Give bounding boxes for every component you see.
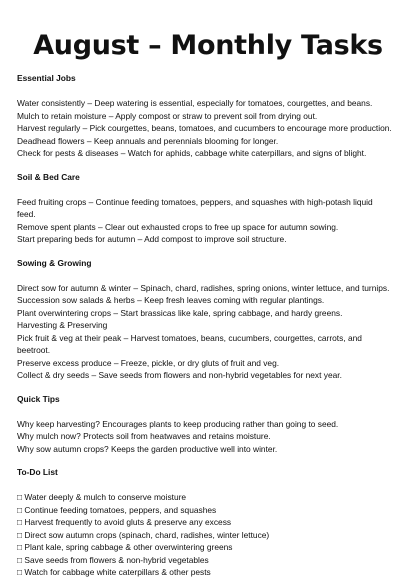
section-heading: Quick Tips [17, 393, 60, 404]
todo-item: □ Water deeply & mulch to conserve moisture [17, 492, 187, 502]
text-line: Deadhead flowers – Keep annuals and perennials blooming for longer. [17, 135, 279, 146]
text-line: Check for pests & diseases – Watch for aphids, cabbage white caterpillars, and signs of blight. [17, 148, 367, 158]
todo-list-section [17, 466, 399, 579]
text-line: Plant overwintering crops – Start brassicas like kale, spring cabbage, and hardy greens. [17, 307, 343, 318]
section-heading: Essential Jobs [17, 73, 76, 83]
text-line: beetroot. [17, 345, 51, 355]
text-line: Direct sow for autumn & winter – Spinach, chard, radishes, spring onions, winter lettuce, and turnips. [17, 282, 390, 293]
text-line: Preserve excess produce – Freeze, pickle, or dry gluts of fruit and veg. [17, 357, 280, 368]
text-line: Succession sow salads & herbs – Keep fresh leaves coming with regular plantings. [17, 295, 325, 305]
text-line: Remove spent plants – Clear out exhausted crops to free up space for autumn sowing. [17, 221, 339, 232]
section-heading: Soil & Bed Care [17, 171, 80, 182]
section-heading: To-Do List [17, 467, 58, 477]
text-line: Collect & dry seeds – Save seeds from flowers and non-hybrid vegetables for next year. [17, 370, 342, 380]
text-line: Why keep harvesting? Encourages plants to keep producing rather than going to seed. [17, 418, 339, 429]
page-title: August – Monthly Tasks [33, 30, 383, 61]
text-line: Harvest regularly – Pick courgettes, beans, tomatoes, and cucumbers to encourage more production. [17, 123, 392, 133]
soil-bed-care-section [17, 171, 399, 246]
text-line: Why mulch now? Protects soil from heatwaves and retains moisture. [17, 431, 271, 441]
text-line: Harvesting & Preserving [17, 320, 108, 330]
text-line: Feed fruiting crops – Continue feeding tomatoes, peppers, and squashes with high-potash liquid [17, 196, 373, 207]
text-line: Start preparing beds for autumn – Add compost to improve soil structure. [17, 234, 287, 244]
text-line: feed. [17, 209, 36, 219]
todo-item: □ Continue feeding tomatoes, peppers, and squashes [17, 504, 217, 515]
text-line: Pick fruit & veg at their peak – Harvest tomatoes, beans, cucumbers, courgettes, carrots, and [17, 332, 362, 343]
section-heading: Sowing & Growing [17, 257, 92, 268]
todo-item: □ Watch for cabbage white caterpillars & other pests [17, 567, 211, 577]
todo-item: □ Save seeds from flowers & non-hybrid vegetables [17, 554, 209, 565]
todo-item: □ Harvest frequently to avoid gluts & preserve any excess [17, 517, 232, 527]
todo-item: □ Plant kale, spring cabbage & other overwintering greens [17, 542, 233, 552]
text-line: Mulch to retain moisture – Apply compost or straw to prevent soil from drying out. [17, 110, 318, 121]
text-line: Why sow autumn crops? Keeps the garden productive well into winter. [17, 443, 278, 454]
sowing-growing-section [17, 257, 399, 382]
text-line: Water consistently – Deep watering is essential, especially for tomatoes, courgettes, and beans. [17, 98, 373, 108]
quick-tips-section [17, 393, 399, 456]
todo-item: □ Direct sow autumn crops (spinach, chard, radishes, winter lettuce) [17, 529, 270, 540]
essential-jobs-section [17, 72, 399, 160]
